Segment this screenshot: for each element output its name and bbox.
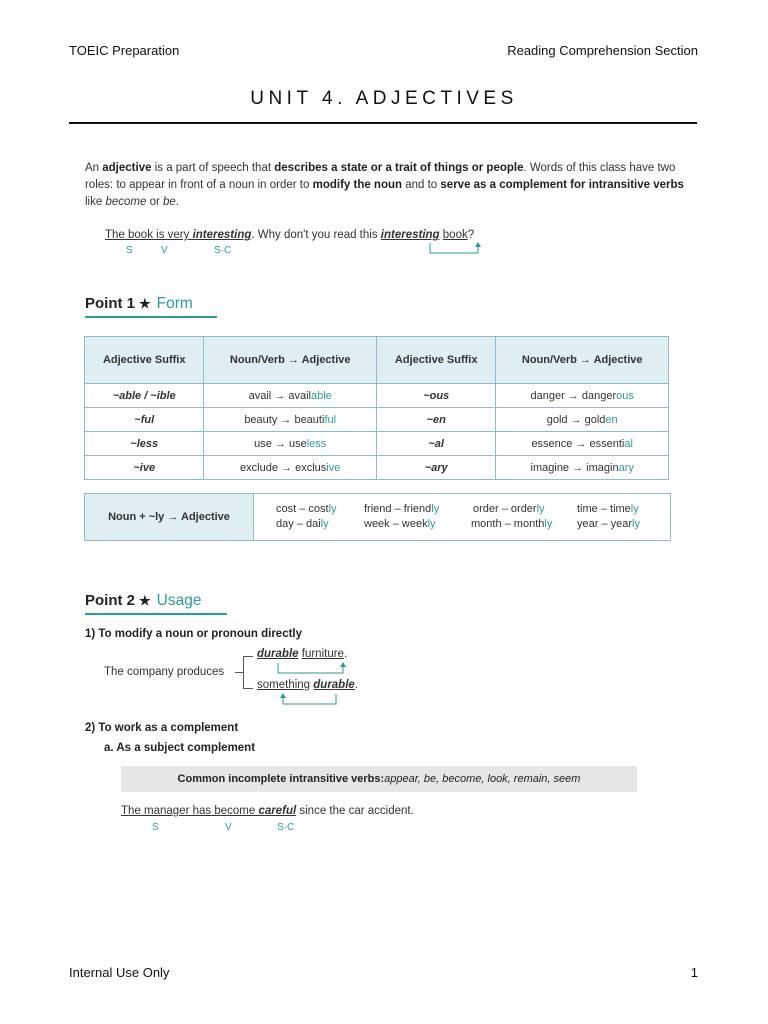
example-durable-furniture: durable furniture. [257,648,348,660]
bracket-line [243,656,253,657]
usage-heading-1: 1) To modify a noun or pronoun directly [85,628,303,640]
label-sc: S·C [277,822,295,833]
star-icon: ★ [139,296,151,311]
table-header: Adjective Suffix [376,337,495,384]
header-left: TOEIC Preparation [69,43,180,58]
point2-title: Point 2 ★ Usage [85,592,202,609]
label-s: S [152,822,159,833]
list-item: week – weekly [364,518,436,530]
table-header: Noun/Verb → Adjective [496,337,669,384]
label-v: V [225,822,232,833]
example-sentence-1: The book is very interesting. Why don't you read this interesting book? [105,229,475,241]
point2-underline [85,613,227,615]
modifier-arrow [273,661,353,677]
noun-ly-box [84,493,671,541]
table-header: Adjective Suffix [85,337,204,384]
usage-heading-2: 2) To work as a complement [85,722,239,734]
table-row: ~less use → useless ~al essence → essential [85,432,669,456]
bracket-line [243,656,244,689]
list-item: friend – friendly [364,503,440,515]
modifier-arrow [278,692,348,708]
intransitive-verbs-box: Common incomplete intransitive verbs: appear, be, become, look, remain, seem [121,766,637,792]
list-item: order – orderly [473,503,545,515]
point1-underline [85,316,217,318]
intro-paragraph: An adjective is a part of speech that describes a state or a trait of things or people. Words of this class have two roles: to appear in front of a noun in order to modify the noun and to serve as a complement for intransitive verbs like become or be. [85,162,684,208]
label-v: V [161,245,168,256]
page-title: UNIT 4. ADJECTIVES [250,88,518,109]
label-sc: S·C [214,245,232,256]
suffix-table [84,336,669,480]
example-manager-sentence: The manager has become careful since the car accident. [121,805,414,817]
list-item: year – yearly [577,518,640,530]
point1-title: Point 1 ★ Form [85,295,193,312]
star-icon: ★ [139,593,151,608]
list-item: time – timely [577,503,639,515]
list-item: month – monthly [471,518,553,530]
list-item: cost – costly [276,503,337,515]
bracket-line [235,672,243,673]
company-text: The company produces [104,666,225,678]
label-s: S [126,245,133,256]
example-something-durable: something durable. [257,679,359,691]
table-row: ~ive exclude → exclusive ~ary imagine → imaginary [85,456,669,480]
list-item: day – daily [276,518,329,530]
modifier-arrow [425,241,485,257]
title-rule [69,122,697,124]
noun-ly-head: Noun + ~ly → Adjective [85,494,254,540]
table-header: Noun/Verb → Adjective [204,337,377,384]
usage-heading-2a: a. As a subject complement [104,742,256,754]
page-number: 1 [690,965,698,980]
header-right: Reading Comprehension Section [507,43,698,58]
bracket-line [243,688,253,689]
table-row: ~able / ~ible avail → available ~ous danger → dangerous [85,384,669,408]
table-row: ~ful beauty → beautiful ~en gold → golden [85,408,669,432]
footer-left: Internal Use Only [69,965,170,980]
